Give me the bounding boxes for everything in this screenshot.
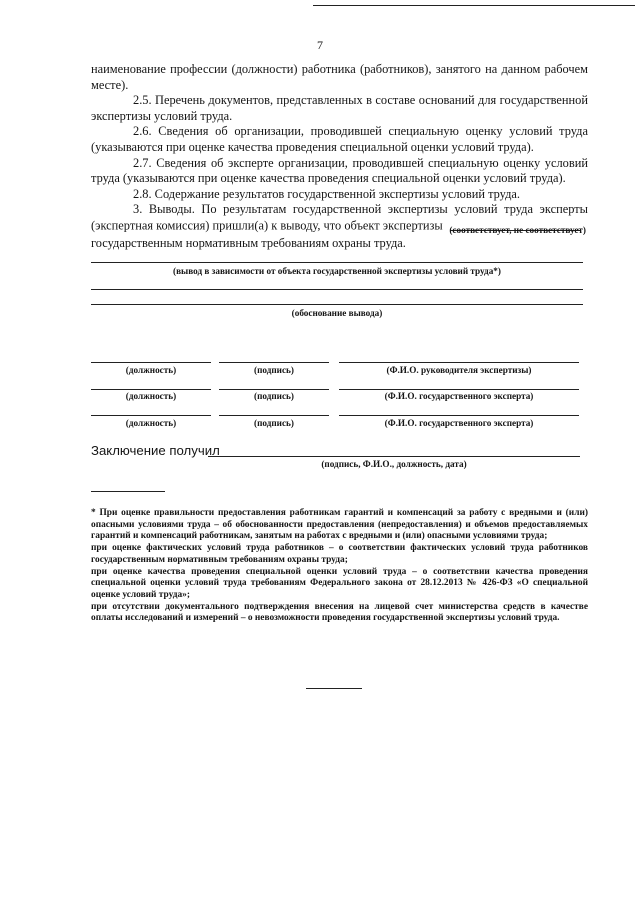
paragraph-2-7: 2.7. Сведения об эксперте организации, проводившей специальную оценку условий труда (указываются при оценке качества проведения специальной оценки условий труда).: [91, 155, 588, 186]
received-line: [208, 456, 580, 457]
conclusion-line: [91, 262, 583, 263]
footnote-item: при оценке фактических условий труда работников – о соответствии фактических условий труда работников государственным нормативным требованиям охраны труда;: [91, 543, 588, 565]
conformity-text: государственным нормативным требованиям охраны труда.: [91, 236, 406, 250]
name-line: [339, 415, 579, 416]
justification-caption: (обоснование вывода): [291, 308, 383, 318]
name-line: [339, 389, 579, 390]
conclusion-caption: (вывод в зависимости от объекта государственной экспертизы условий труда*): [173, 266, 501, 276]
signature-line: [219, 389, 329, 390]
top-rule: [313, 5, 635, 6]
paragraph-2-6: 2.6. Сведения об организации, проводившей специальную оценку условий труда (указываются при оценке качества проведения специальной оценки условий труда).: [91, 124, 588, 154]
paragraph-3-text: 3. Выводы. По результатам государственной экспертизы условий труда эксперты (экспертная комиссия) пришли(а) к выводу, что объект экспертизы: [91, 202, 588, 233]
paragraph-2-8: 2.8. Содержание результатов государственной экспертизы условий труда.: [133, 186, 520, 201]
position-caption: (должность): [125, 391, 177, 401]
paragraph-2-5: 2.5. Перечень документов, представленных в составе оснований для государственной экспертизы условий труда.: [91, 93, 588, 123]
name-caption: (Ф.И.О. руководителя экспертизы): [386, 365, 532, 375]
signature-line: [219, 415, 329, 416]
body-text: [91, 62, 588, 234]
page-number: 7: [317, 38, 323, 52]
conformity-caption: (соответствует, не соответствует): [449, 225, 586, 235]
name-caption: (Ф.И.О. государственного эксперта): [384, 418, 534, 428]
received-caption: (подпись, Ф.И.О., должность, дата): [321, 459, 467, 469]
footnote-item: при оценке качества проведения специальной оценки условий труда – о соответствии качества проведения специальной оценки условий труда требованиям Федерального закона от 28.12.2013 № 426-ФЗ «О специальной оценке условий труда»;: [91, 566, 588, 600]
footnote-rule: [91, 491, 165, 492]
position-line: [91, 415, 211, 416]
received-label: Заключение получил: [91, 443, 220, 458]
signature-line: [219, 362, 329, 363]
footnote-item: * При оценке правильности предоставления работникам гарантий и компенсаций за работу с вредными и (или) опасными условиями труда – об обоснованности предоставления (непредоставления) и объемов предоставляемых гарантий и компенсаций работникам, занятым на работах с вредными и (или) опасными условиями труда;: [91, 508, 588, 542]
signature-caption: (подпись): [254, 365, 294, 375]
paragraph-continuation: наименование профессии (должности) работника (работников), занятого на данном рабочем месте).: [91, 62, 588, 92]
name-line: [339, 362, 579, 363]
justification-line-2: [91, 304, 583, 305]
footnote-item: при отсутствии документального подтверждения внесения на лицевой счет министерства средств в качестве оплаты исследований и измерений – о невозможности проведения государственной экспертизы условий труда.: [91, 601, 588, 624]
position-caption: (должность): [125, 418, 177, 428]
end-rule: [306, 688, 362, 689]
signature-caption: (подпись): [254, 418, 294, 428]
name-caption: (Ф.И.О. государственного эксперта): [384, 391, 534, 401]
position-line: [91, 389, 211, 390]
signature-caption: (подпись): [254, 391, 294, 401]
justification-line-1: [91, 289, 583, 290]
position-caption: (должность): [125, 365, 177, 375]
position-line: [91, 362, 211, 363]
footnotes: [91, 508, 588, 625]
